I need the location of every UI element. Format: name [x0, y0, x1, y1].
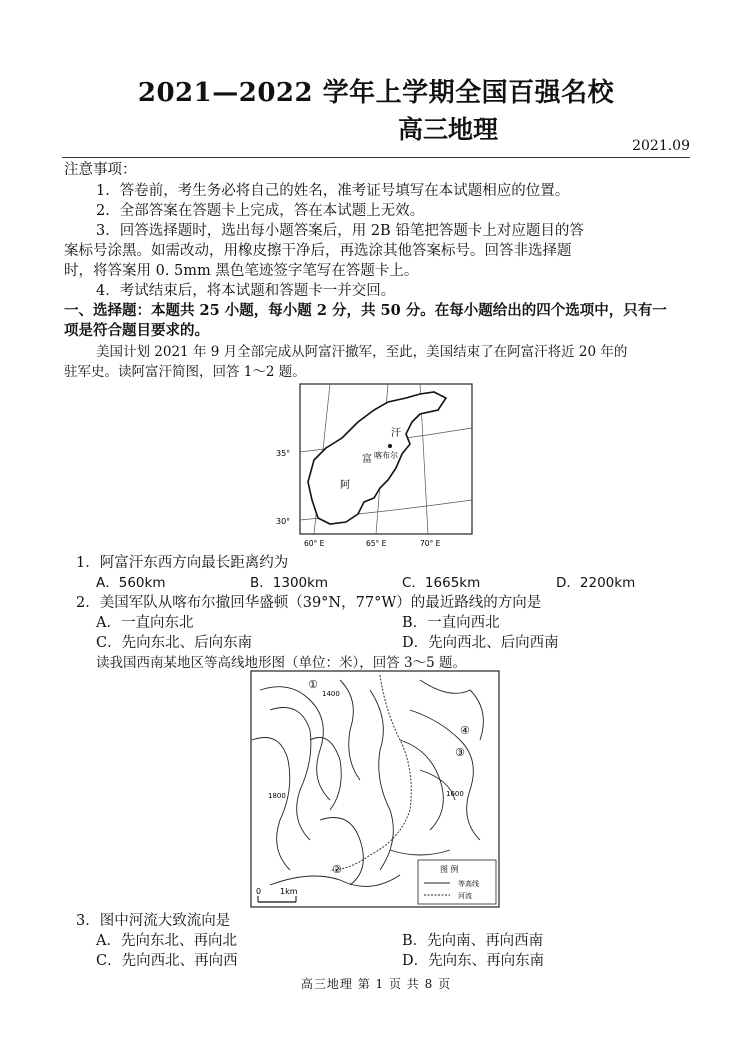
q1-option-a[interactable]: A．560km	[96, 575, 166, 591]
q2-option-a[interactable]: A．一直向东北	[96, 615, 194, 631]
contour-map	[250, 670, 500, 910]
afghanistan-map	[270, 382, 476, 550]
q1-stem: 1．阿富汗东西方向最长距离约为	[76, 555, 289, 571]
q3-option-a[interactable]: A．先向东北、再向北	[96, 933, 237, 949]
notice-item-2: 2．全部答案在答题卡上完成，答在本试题上无效。	[96, 203, 425, 219]
q2-option-c[interactable]: C．先向东北、后向东南	[96, 635, 253, 651]
map2-scale-label: 1km	[280, 887, 298, 896]
map2-point-1: ①	[308, 678, 318, 691]
page-footer: 高三地理 第 1 页 共 8 页	[300, 977, 452, 991]
notice-item-3: 3．回答选择题时，选出每小题答案后，用 2B 铅笔把答题卡上对应题目的答	[96, 223, 584, 239]
map2-scale-zero: 0	[256, 887, 262, 896]
map2-legend-contour: 等高线	[458, 880, 479, 888]
map1-lon-70: 70° E	[420, 539, 441, 548]
map1-label-fu: 富	[362, 454, 372, 465]
map2-point-2: ②	[332, 863, 342, 876]
map1-label-han: 汗	[391, 428, 401, 439]
map2-legend-river: 河流	[458, 892, 472, 900]
notice-item-4: 4．考试结束后，将本试题和答题卡一并交回。	[96, 283, 396, 299]
intro-2: 读我国西南某地区等高线地形图（单位：米），回答 3～5 题。	[96, 655, 467, 671]
map1-lat-30: 30°	[276, 517, 291, 526]
q2-stem: 2．美国军队从喀布尔撤回华盛顿（39°N，77°W）的最近路线的方向是	[76, 595, 542, 611]
q1-option-b[interactable]: B．1300km	[250, 575, 329, 591]
notice-item-3-cont: 案标号涂黑。如需改动，用橡皮擦干净后，再选涂其他答案标号。回答非选择题	[64, 243, 572, 259]
q1-option-c[interactable]: C．1665km	[402, 575, 481, 591]
intro-1-line-1: 美国计划 2021 年 9 月全部完成从阿富汗撤军，至此，美国结束了在阿富汗将近 20 年的	[96, 344, 628, 360]
map1-city: 喀布尔	[374, 451, 398, 460]
intro-1-line-2: 驻军史。读阿富汗简图，回答 1～2 题。	[64, 364, 306, 380]
map1-lat-35: 35°	[276, 449, 291, 458]
q3-option-d[interactable]: D．先向东、再向东南	[402, 953, 545, 969]
page-title: 2021—2022 学年上学期全国百强名校	[137, 78, 615, 108]
q2-option-b[interactable]: B．一直向西北	[402, 615, 500, 631]
map2-elev-1600: 1600	[446, 790, 464, 798]
map1-label-a: 阿	[340, 480, 350, 491]
notice-item-3-cont2: 时，将答案用 0. 5mm 黑色笔迹签字笔写在答题卡上。	[64, 263, 419, 279]
notice-heading: 注意事项：	[64, 162, 137, 178]
section-heading-cont: 项是符合题目要求的。	[64, 322, 209, 339]
map2-point-3: ③	[455, 746, 465, 759]
map2-point-4: ④	[460, 724, 470, 737]
q2-option-d[interactable]: D．先向西北、后向西南	[402, 635, 559, 651]
notice-item-1: 1．答卷前，考生务必将自己的姓名，准考证号填写在本试题相应的位置。	[96, 183, 570, 199]
q3-option-c[interactable]: C．先向西北、再向西	[96, 953, 238, 969]
q3-stem: 3．图中河流大致流向是	[76, 913, 231, 929]
map1-lon-60: 60° E	[304, 539, 325, 548]
q3-option-b[interactable]: B．先向南、再向西南	[402, 933, 544, 949]
kabul-marker	[388, 444, 392, 448]
map2-elev-1800: 1800	[268, 792, 286, 800]
map2-legend-title: 图 例	[440, 865, 459, 874]
page-subtitle: 高三地理	[398, 115, 499, 144]
map2-elev-1400: 1400	[322, 690, 340, 698]
map1-lon-65: 65° E	[366, 539, 387, 548]
exam-date: 2021.09	[632, 138, 690, 154]
header-divider	[62, 157, 690, 158]
q1-option-d[interactable]: D．2200km	[556, 575, 636, 591]
section-heading: 一、选择题：本题共 25 小题，每小题 2 分，共 50 分。在每小题给出的四个选项中，只有一	[64, 302, 667, 319]
